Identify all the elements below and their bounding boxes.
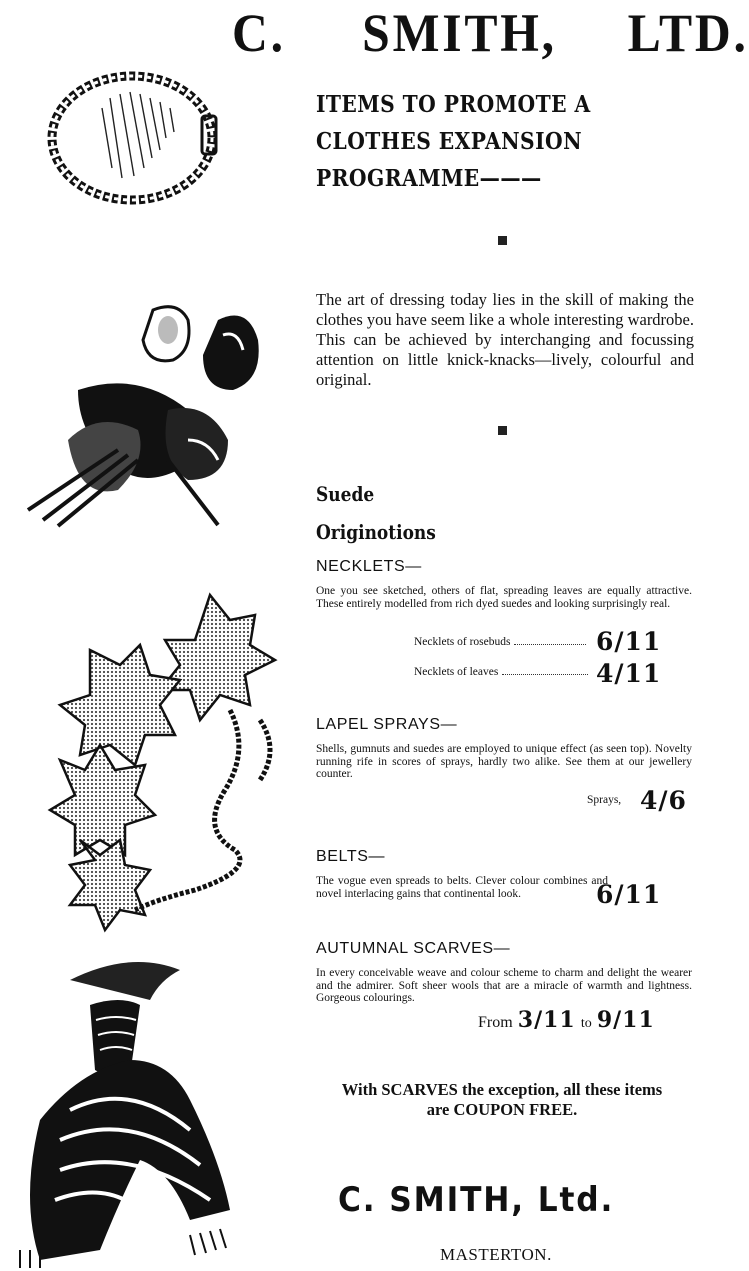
divider-bullet	[498, 236, 507, 245]
lapel-sprays-heading: LAPEL SPRAYS—	[316, 716, 458, 733]
scarves-price-high: 9/11	[596, 1007, 655, 1033]
necklet-rosebuds-label: Necklets of rosebuds	[414, 636, 511, 648]
headline	[316, 86, 633, 197]
necklets-heading: NECKLETS—	[316, 558, 422, 575]
necklet-leaves-price: 4/11	[596, 659, 662, 688]
scarves-body: In every conceivable weave and colour scheme to charm and delight the wearer and the admirer. Soft sheer wools that are a miracle of warmth and lightness. Gorgeous colourings.	[316, 967, 692, 1004]
belts-price: 6/11	[596, 880, 662, 909]
intro-paragraph: The art of dressing today lies in the skill of making the clothes you have seem like a whole interesting wardrobe. This can be achieved by interchanging and focussing attention on little knick-knacks—lively, colourful and original.	[316, 290, 695, 389]
masthead-initial: C.	[232, 3, 286, 63]
leaf-necklet-illustration	[30, 590, 290, 930]
to-label: to	[580, 1016, 592, 1031]
masthead-name: SMITH,	[362, 3, 557, 63]
headline-line-3: PROGRAMME———	[316, 165, 542, 192]
belts-body: The vogue even spreads to belts. Clever colour combines and novel interlacing gains that continental look.	[316, 875, 608, 900]
coupon-note-line-2: are COUPON FREE.	[426, 1100, 578, 1119]
coupon-note-line-1: With SCARVES the exception, all these items	[341, 1080, 663, 1099]
store-masthead	[232, 2, 749, 64]
store-signature: C. SMITH, Ltd.	[338, 1180, 615, 1220]
divider-bullet	[498, 426, 507, 435]
necklet-leaves-label: Necklets of leaves	[414, 666, 499, 678]
originotions-heading: Originotions	[316, 520, 436, 544]
lapel-spray-illustration	[18, 290, 268, 530]
leader-dots	[514, 644, 586, 645]
necklet-rosebuds-line	[414, 636, 590, 648]
headline-line-1: ITEMS TO PROMOTE A	[316, 91, 591, 118]
leader-dots	[502, 674, 588, 675]
scarves-heading: AUTUMNAL SCARVES—	[316, 940, 511, 957]
suede-heading: Suede	[316, 482, 375, 506]
sprays-label: Sprays,	[587, 794, 622, 806]
scarf-illustration	[0, 950, 250, 1270]
headline-line-2: CLOTHES EXPANSION	[316, 128, 583, 155]
scarves-price-range	[478, 1007, 655, 1033]
necklet-rosebuds-price: 6/11	[596, 627, 662, 656]
scarves-price-low: 3/11	[517, 1007, 576, 1033]
necklet-leaves-line	[414, 666, 592, 678]
store-town: MASTERTON.	[440, 1245, 552, 1264]
belts-heading: BELTS—	[316, 848, 386, 865]
chain-belt-illustration	[40, 58, 230, 218]
necklets-body: One you see sketched, others of flat, spreading leaves are equally attractive. These entirely modelled from rich dyed suedes and looking surprisingly real.	[316, 585, 692, 610]
from-label: From	[478, 1014, 513, 1031]
masthead-ltd: LTD.	[627, 3, 749, 63]
coupon-note	[312, 1080, 692, 1120]
lapel-sprays-body: Shells, gumnuts and suedes are employed to unique effect (as seen top). Novelty running rife in scores of sprays, hardly two alike. See them at our jewellery counter.	[316, 743, 692, 780]
sprays-price: 4/6	[640, 786, 687, 815]
